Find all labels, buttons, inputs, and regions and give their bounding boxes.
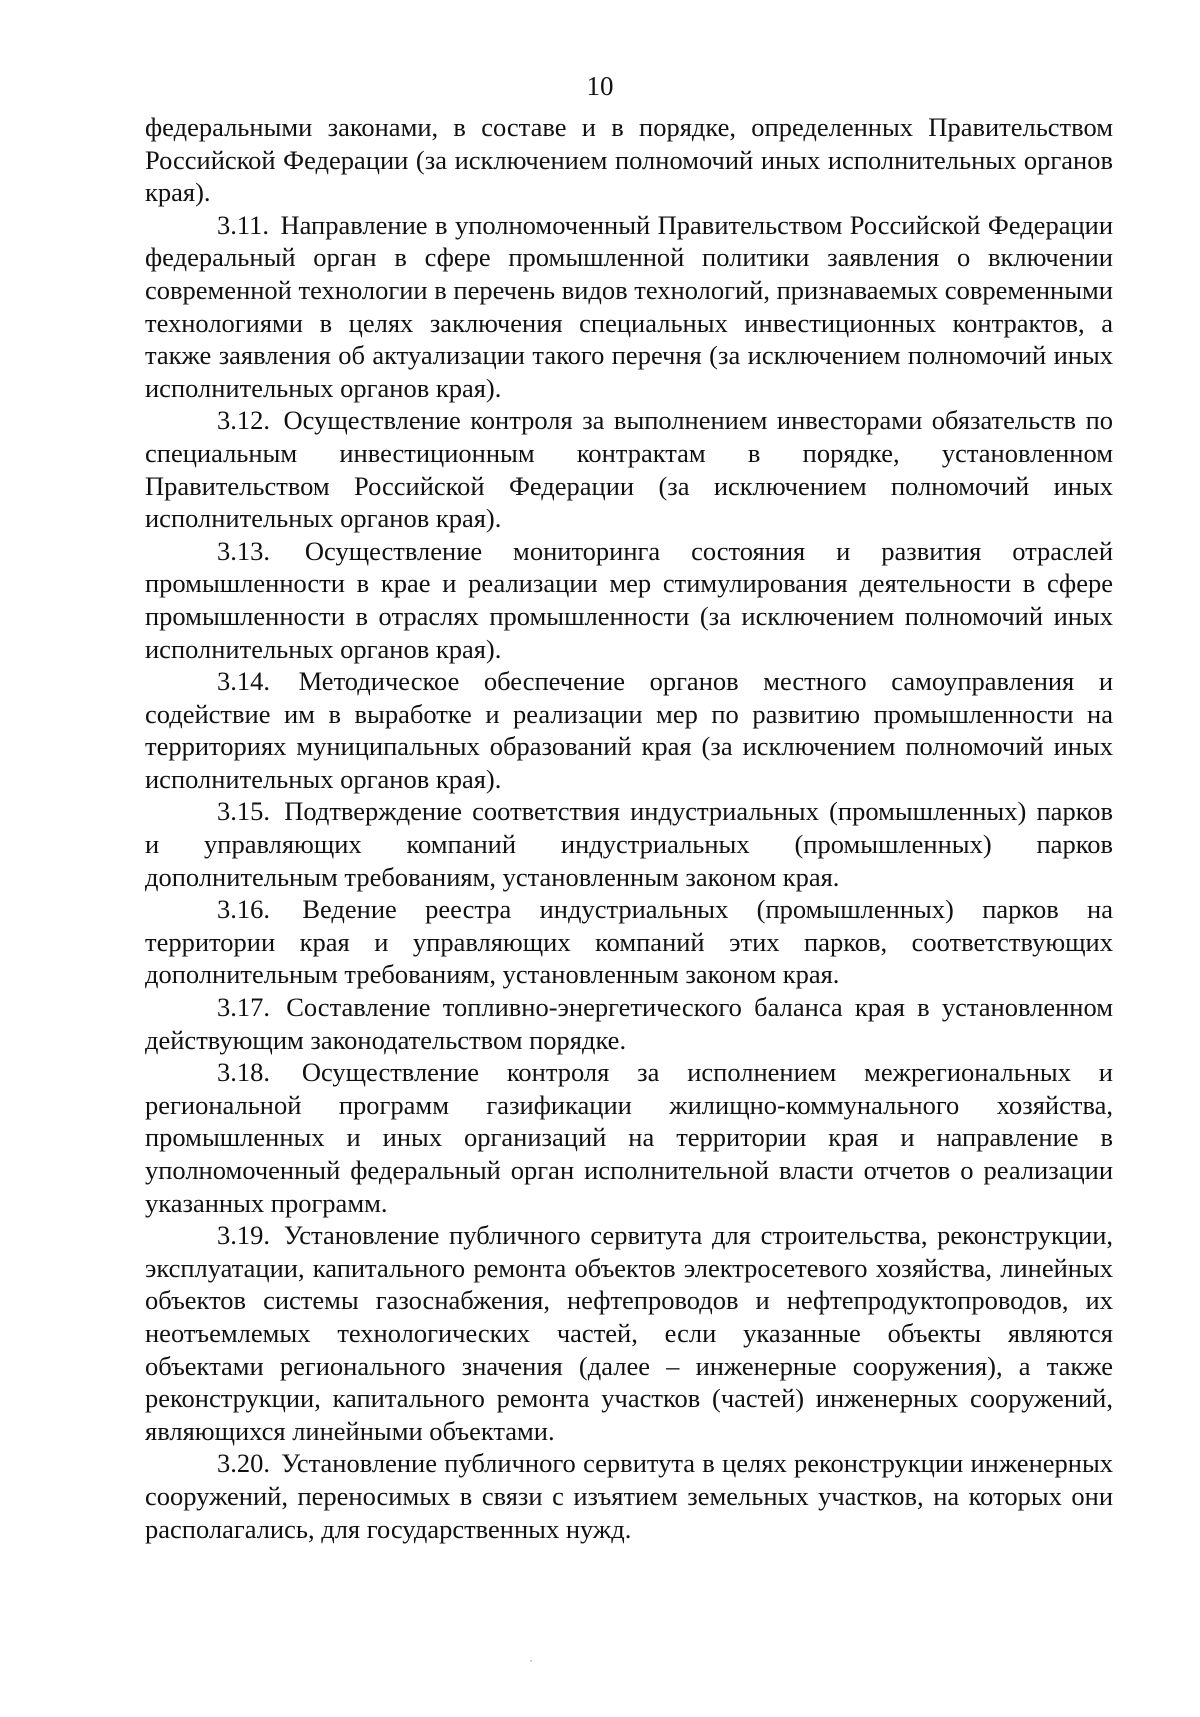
paragraph-3-18	[145, 1056, 1113, 1219]
paragraph-3-16	[145, 893, 1113, 991]
paragraph-number: 3.11.	[217, 209, 270, 240]
paragraph-text: Установление публичного сервитута в целях реконструкции инженерных сооружений, переносимых в связи с изъятием земельных участков, на которых они располагались, для государственных нужд.	[145, 1448, 1113, 1544]
paragraph-3-17	[145, 991, 1113, 1056]
paragraph-number: 3.17.	[217, 992, 270, 1023]
paragraph-text: Установление публичного сервитута для строительства, реконструкции, эксплуатации, капитального ремонта объектов электросетевого хозяйства, линейных объектов системы газоснабжения, нефтепроводов и нефтепродуктопроводов, их неотъемлемых технологических частей, если указанные объекты являются объектами регионального значения (далее – инженерные сооружения), а также реконструкции, капитального ремонта участков (частей) инженерных сооружений, являющихся линейными объектами.	[145, 1220, 1113, 1446]
paragraph-text: Осуществление контроля за исполнением межрегиональных и региональной программ газификации жилищно-коммунального хозяйства, промышленных и иных организаций на территории края и направление в уполномоченный федеральный орган исполнительной власти отчетов о реализации указанных программ.	[145, 1057, 1113, 1218]
paragraph-number: 3.15.	[217, 796, 270, 827]
paragraph-text: Составление топливно-энергетического баланса края в установленном действующим законодательством порядке.	[145, 992, 1113, 1055]
paragraph-number: 3.20.	[217, 1448, 270, 1479]
paragraph-number: 3.13.	[217, 535, 270, 566]
page-number: 10	[586, 71, 614, 101]
paragraph-text: Методическое обеспечение органов местного самоуправления и содействие им в выработке и реализации мер по развитию промышленности на территориях муниципальных образований края (за исключением полномочий иных исполнительных органов края).	[145, 666, 1114, 794]
paragraph-number: 3.16.	[217, 894, 270, 925]
paragraph-number: 3.14.	[217, 666, 270, 697]
paragraph-text: Осуществление контроля за выполнением инвесторами обязательств по специальным инвестиционным контрактам в порядке, установленном Правительством Российской Федерации (за исключением полномочий иных исполнительных органов края).	[145, 405, 1114, 534]
paragraph-3-11	[145, 209, 1113, 405]
paragraph-text: федеральными законами, в составе и в порядке, определенных Правительством Российской Федерации (за исключением полномочий иных исполнительных органов края).	[145, 112, 1113, 208]
paragraph-number: 3.19.	[217, 1220, 270, 1251]
paragraph-3-20	[145, 1447, 1113, 1545]
paragraph-3-19	[145, 1219, 1113, 1447]
paragraph-number: 3.12.	[217, 405, 270, 436]
paragraph-text: Подтверждение соответствия индустриальных (промышленных) парков и управляющих компаний индустриальных (промышленных) парков дополнительным требованиям, установленным законом края.	[145, 796, 1113, 892]
paragraph-text: Ведение реестра индустриальных (промышленных) парков на территории края и управляющих компаний этих парков, соответствующих дополнительным требованиям, установленным законом края.	[145, 894, 1113, 990]
paragraph-3-14	[145, 665, 1113, 795]
paragraph-3-12	[145, 404, 1113, 534]
paragraph-3-15	[145, 795, 1113, 893]
scan-artifact	[530, 1660, 532, 1662]
paragraph-text: Направление в уполномоченный Правительством Российской Федерации федеральный орган в сфере промышленной политики заявления о включении современной технологии в перечень видов технологий, признаваемых современными технологиями в целях заключения специальных инвестиционных контрактов, а также заявления об актуализации такого перечня (за исключением полномочий иных исполнительных органов края).	[145, 209, 1113, 403]
paragraph-number: 3.18.	[217, 1057, 270, 1088]
paragraph-continuation	[145, 111, 1113, 209]
document-body	[145, 111, 1113, 1545]
paragraph-3-13	[145, 535, 1113, 665]
paragraph-text: Осуществление мониторинга состояния и развития отраслей промышленности в крае и реализации мер стимулирования деятельности в сфере промышленности в отраслях промышленности (за исключением полномочий иных исполнительных органов края).	[145, 535, 1113, 664]
